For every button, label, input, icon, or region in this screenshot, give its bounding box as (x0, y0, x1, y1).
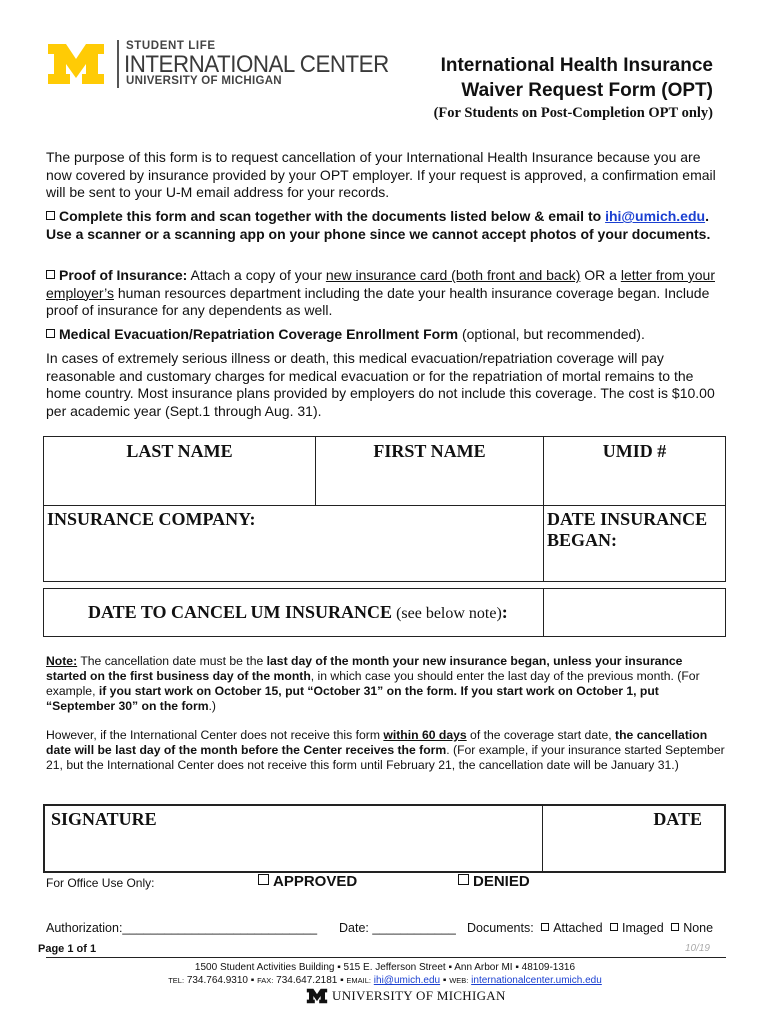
footer-address: 1500 Student Activities Building ▪ 515 E. Jefferson Street ▪ Ann Arbor MI ▪ 48109-1316 (194, 962, 576, 973)
checkbox-icon[interactable] (541, 923, 549, 931)
last-name-label: LAST NAME (126, 441, 233, 461)
denied-option[interactable]: DENIED (458, 873, 530, 890)
page-title-line1: International Health Insurance (440, 55, 713, 76)
logo-divider (117, 40, 119, 88)
late-submission-note: However, if the International Center does not receive this form within 60 days of the coverage start date, the cancellation date will be last day of the month before the Center receives the form. (For example, if your insurance started September 21, but the International Center does not receive this form until February 21, the cancellation date will be January 31.) (46, 728, 725, 772)
date-insurance-began-label: DATE INSURANCE BEGAN: (547, 509, 708, 550)
footer-divider (46, 957, 726, 958)
office-date-line[interactable]: Date: ____________ (339, 921, 456, 935)
step-proof-of-insurance: Proof of Insurance: Attach a copy of your new insurance card (both front and back) OR a letter from your employer’s human resources department including the date your health insurance coverage began. Include proof of insurance for any dependents as well. (46, 267, 715, 318)
footer-contacts: TEL: 734.764.9310 ▪ FAX: 734.647.2181 ▪ EMAIL: ihi@umich.edu ▪ WEB: internationalcenter.umich.edu (168, 975, 602, 986)
office-use-label: For Office Use Only: (46, 876, 155, 890)
date-label: DATE (653, 809, 702, 829)
checkbox-icon (46, 270, 55, 279)
checkbox-icon[interactable] (610, 923, 618, 931)
umid-field[interactable] (544, 437, 725, 505)
step-medical-evacuation: Medical Evacuation/Repatriation Coverage Enrollment Form (optional, but recommended). (46, 326, 726, 344)
logo-university: UNIVERSITY OF MICHIGAN (126, 75, 282, 87)
umid-label: UMID # (602, 441, 667, 461)
checkbox-icon (46, 211, 55, 220)
cancellation-note: Note: The cancellation date must be the last day of the month your new insurance began, unless your insurance started on the first business day of the month, in which case you should enter the last day of the previous month. (For example, if you start work on October 15, put “October 31” on the form. If you start work on October 1, put “September 30” on the form.) (46, 654, 700, 713)
signature-label: SIGNATURE (51, 809, 157, 829)
student-info-table (43, 436, 726, 582)
cancel-date-label: DATE TO CANCEL UM INSURANCE (see below note): (88, 602, 508, 622)
checkbox-icon (258, 874, 269, 885)
evacuation-paragraph: In cases of extremely serious illness or death, this medical evacuation/repatriation coverage will pay reasonable and customary charges for medical evacuation or for the repatriation of mortal remains to the home country. Most insurance plans provided by employers do not include this coverage. The cost is $10.00 per academic year (Sept.1 through Aug. 31). (46, 350, 715, 419)
checkbox-icon[interactable] (671, 923, 679, 931)
revision-date: 10/19 (684, 943, 710, 954)
first-name-field[interactable] (316, 437, 544, 505)
last-name-field[interactable] (44, 437, 316, 505)
step-email-instructions: Complete this form and scan together with the documents listed below & email to ihi@umich.edu. Use a scanner or a scanning app on your phone since we cannot accept photos of your documents. (46, 208, 711, 242)
page-title-line2: Waiver Request Form (OPT) (461, 80, 713, 101)
signature-table (43, 804, 726, 873)
footer-university: UNIVERSITY OF MICHIGAN (332, 988, 506, 1003)
signature-field[interactable] (45, 806, 543, 871)
checkbox-icon (458, 874, 469, 885)
footer-web-link[interactable]: internationalcenter.umich.edu (471, 975, 602, 986)
page-number: Page 1 of 1 (38, 943, 97, 955)
insurance-company-field[interactable] (44, 505, 544, 581)
page-subtitle: (For Students on Post-Completion OPT only) (433, 105, 713, 121)
documents-options: Documents: Attached Imaged None (467, 921, 714, 935)
first-name-label: FIRST NAME (373, 441, 486, 461)
approved-option[interactable]: APPROVED (258, 873, 357, 890)
logo-student-life: STUDENT LIFE (126, 40, 216, 52)
cancel-date-input[interactable] (544, 589, 725, 636)
date-field[interactable] (543, 806, 724, 871)
insurance-company-label: INSURANCE COMPANY: (47, 509, 256, 529)
email-link[interactable]: ihi@umich.edu (605, 208, 706, 224)
cancel-date-label-cell (44, 589, 544, 636)
cancel-date-table (43, 588, 726, 637)
footer-email-link[interactable]: ihi@umich.edu (373, 975, 441, 986)
authorization-line[interactable]: Authorization:____________________________ (46, 921, 318, 935)
checkbox-icon (46, 329, 55, 338)
logo-international-center: INTERNATIONAL CENTER (124, 51, 389, 78)
intro-paragraph: The purpose of this form is to request cancellation of your International Health Insurance because you are now covered by insurance provided by your OPT employer. If your request is approved, a confirmation email will be sent to your U-M email address for your records. (46, 149, 716, 200)
footer-block-m-icon (306, 988, 328, 1004)
block-m-logo-icon (46, 42, 106, 86)
date-insurance-began-field[interactable] (544, 505, 725, 581)
